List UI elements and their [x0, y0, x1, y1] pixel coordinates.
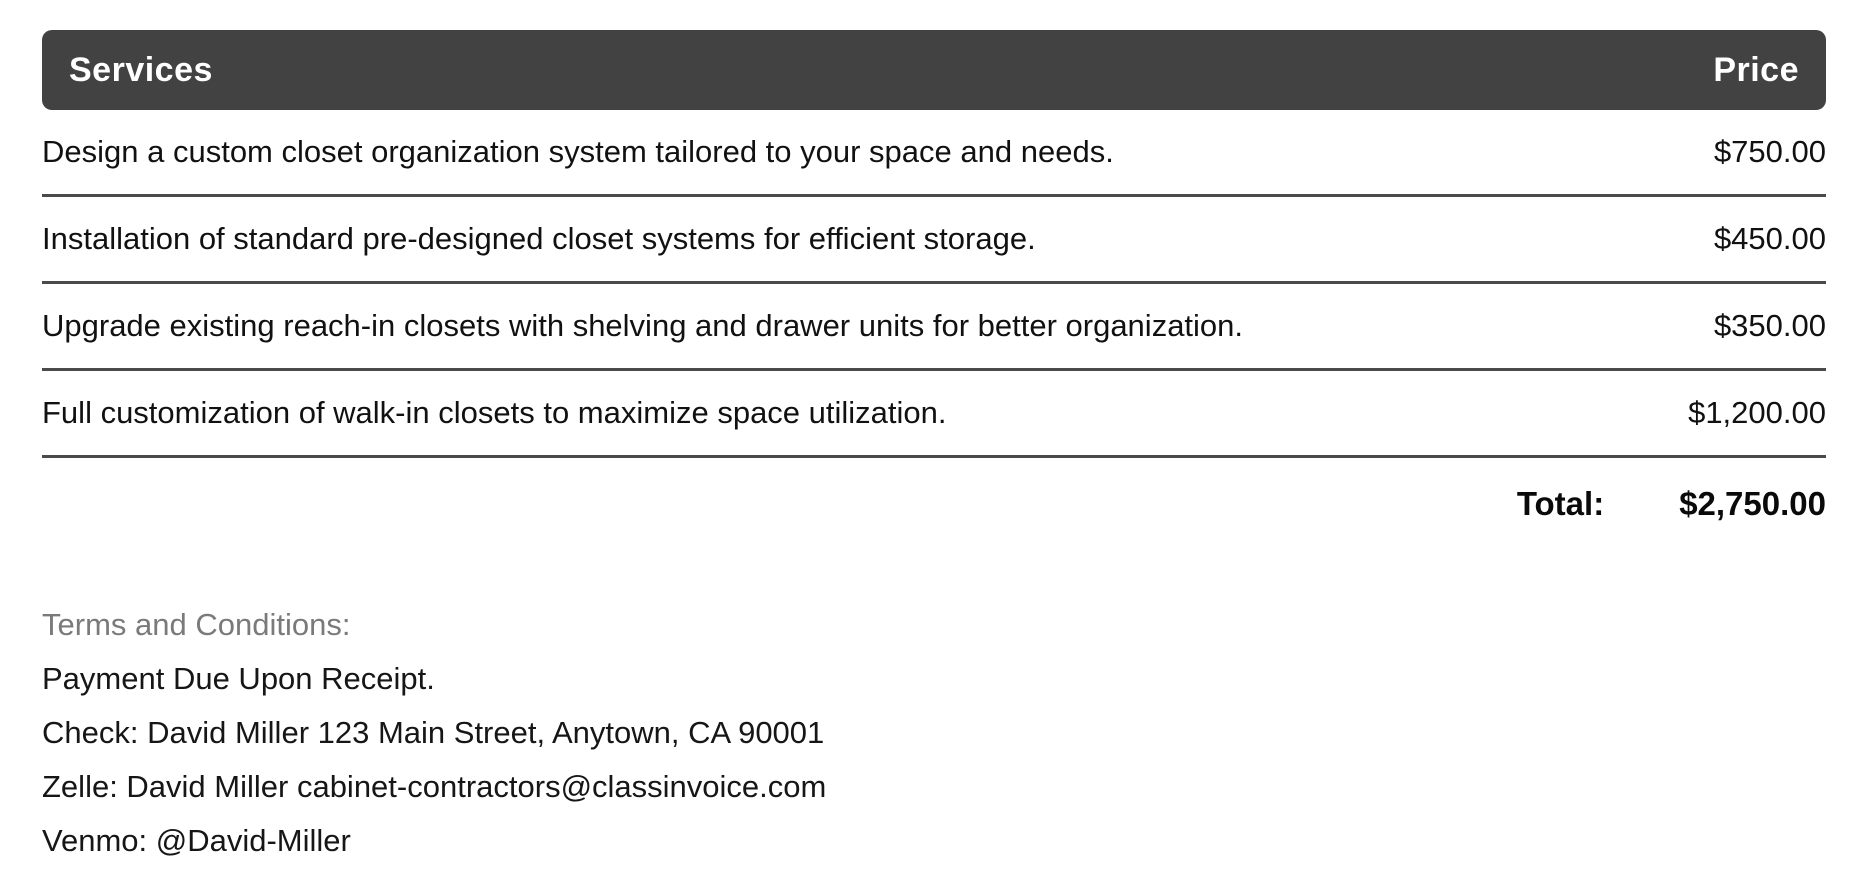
price-column-header: Price	[1713, 50, 1799, 89]
service-description: Installation of standard pre-designed closet systems for efficient storage.	[42, 221, 1036, 256]
table-row	[42, 197, 1826, 284]
service-description: Full customization of walk-in closets to maximize space utilization.	[42, 395, 947, 430]
check-payment-line: Check: David Miller 123 Main Street, Anytown, CA 90001	[42, 715, 825, 750]
table-row	[42, 284, 1826, 371]
service-price: $450.00	[1713, 221, 1826, 256]
services-table	[42, 30, 1826, 550]
total-label: Total:	[1516, 485, 1605, 522]
service-description: Upgrade existing reach-in closets with shelving and drawer units for better organization.	[42, 308, 1244, 343]
total-row	[42, 458, 1826, 550]
service-price: $1,200.00	[1688, 395, 1826, 430]
total-value: $2,750.00	[1679, 485, 1826, 522]
payment-due-line: Payment Due Upon Receipt.	[42, 661, 435, 696]
table-row	[42, 110, 1826, 197]
zelle-payment-line: Zelle: David Miller cabinet-contractors@classinvoice.com	[42, 769, 827, 804]
venmo-payment-line: Venmo: @David-Miller	[42, 823, 351, 858]
service-description: Design a custom closet organization system tailored to your space and needs.	[42, 134, 1114, 169]
services-column-header: Services	[69, 50, 213, 89]
service-price: $350.00	[1713, 308, 1826, 343]
terms-and-conditions	[42, 598, 1826, 868]
terms-heading: Terms and Conditions:	[42, 607, 351, 642]
table-row	[42, 371, 1826, 458]
service-price: $750.00	[1713, 134, 1826, 169]
table-header-row	[42, 30, 1826, 110]
